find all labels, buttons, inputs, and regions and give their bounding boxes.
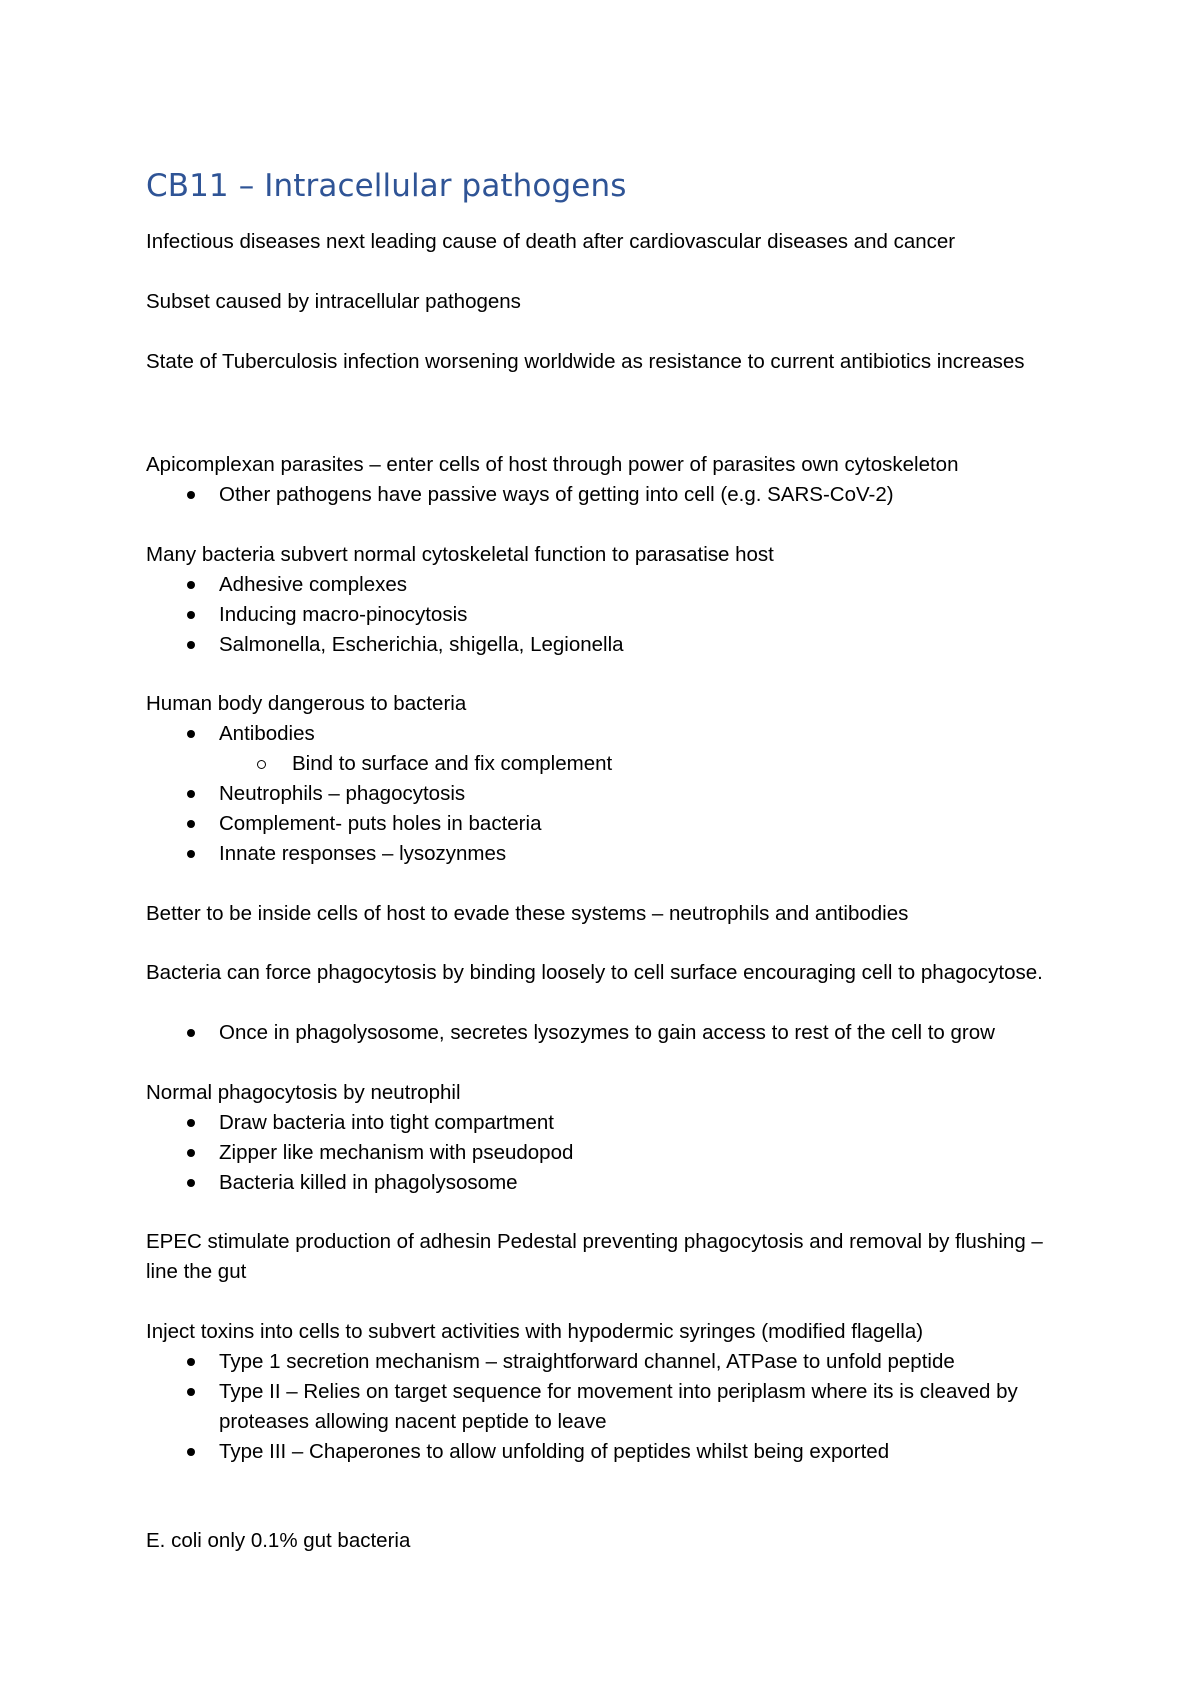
heading-normal-phagocytosis: Normal phagocytosis by neutrophil — [146, 1081, 461, 1104]
heading-force-phagocytosis: Bacteria can force phagocytosis by binding loosely to cell surface encouraging cell to phagocytose. — [146, 961, 1043, 984]
paragraph-epec: EPEC stimulate production of adhesin Pedestal preventing phagocytosis and removal by flushing – line the gut — [146, 1230, 1043, 1283]
list-apicomplexan — [146, 480, 1086, 510]
list-item: Complement- puts holes in bacteria — [146, 809, 1086, 839]
list-item: Draw bacteria into tight compartment — [146, 1108, 1086, 1138]
heading-apicomplexan: Apicomplexan parasites – enter cells of host through power of parasites own cytoskeleton — [146, 453, 959, 476]
list-item: Type II – Relies on target sequence for movement into periplasm where its is cleaved by proteases allowing nacent peptide to leave — [146, 1377, 1086, 1437]
list-item: Neutrophils – phagocytosis — [146, 779, 1086, 809]
heading-human-body: Human body dangerous to bacteria — [146, 692, 467, 715]
list-force-phagocytosis — [146, 1018, 1086, 1048]
paragraph-subset: Subset caused by intracellular pathogens — [146, 290, 521, 313]
paragraph-infectious-diseases: Infectious diseases next leading cause of death after cardiovascular diseases and cancer — [146, 230, 956, 253]
list-item: Adhesive complexes — [146, 570, 1086, 600]
paragraph-better-inside: Better to be inside cells of host to evade these systems – neutrophils and antibodies — [146, 902, 909, 925]
heading-inject-toxins: Inject toxins into cells to subvert activities with hypodermic syringes (modified flagella) — [146, 1320, 924, 1343]
list-item: Once in phagolysosome, secretes lysozymes to gain access to rest of the cell to grow — [146, 1018, 1086, 1048]
list-item: Other pathogens have passive ways of getting into cell (e.g. SARS-CoV-2) — [146, 480, 1086, 510]
list-item: Inducing macro-pinocytosis — [146, 600, 1086, 630]
list-item: Innate responses – lysozynmes — [146, 839, 1086, 869]
paragraph-tuberculosis: State of Tuberculosis infection worsening worldwide as resistance to current antibiotics increases — [146, 350, 1025, 373]
list-item: Salmonella, Escherichia, shigella, Legionella — [146, 630, 1086, 660]
list-bacteria-subvert — [146, 570, 1086, 660]
sub-list-item: Bind to surface and fix complement — [146, 749, 1086, 779]
list-normal-phagocytosis — [146, 1108, 1086, 1198]
list-item: Antibodies — [146, 719, 1086, 749]
list-inject-toxins — [146, 1347, 1086, 1467]
page-title: CB11 – Intracellular pathogens — [146, 168, 627, 204]
list-item: Bacteria killed in phagolysosome — [146, 1168, 1086, 1198]
list-item: Type III – Chaperones to allow unfolding of peptides whilst being exported — [146, 1437, 1086, 1467]
list-item: Type 1 secretion mechanism – straightforward channel, ATPase to unfold peptide — [146, 1347, 1086, 1377]
paragraph-ecoli: E. coli only 0.1% gut bacteria — [146, 1529, 411, 1552]
list-item: Zipper like mechanism with pseudopod — [146, 1138, 1086, 1168]
heading-bacteria-subvert: Many bacteria subvert normal cytoskeletal function to parasatise host — [146, 543, 774, 566]
list-human-body — [146, 719, 1086, 869]
